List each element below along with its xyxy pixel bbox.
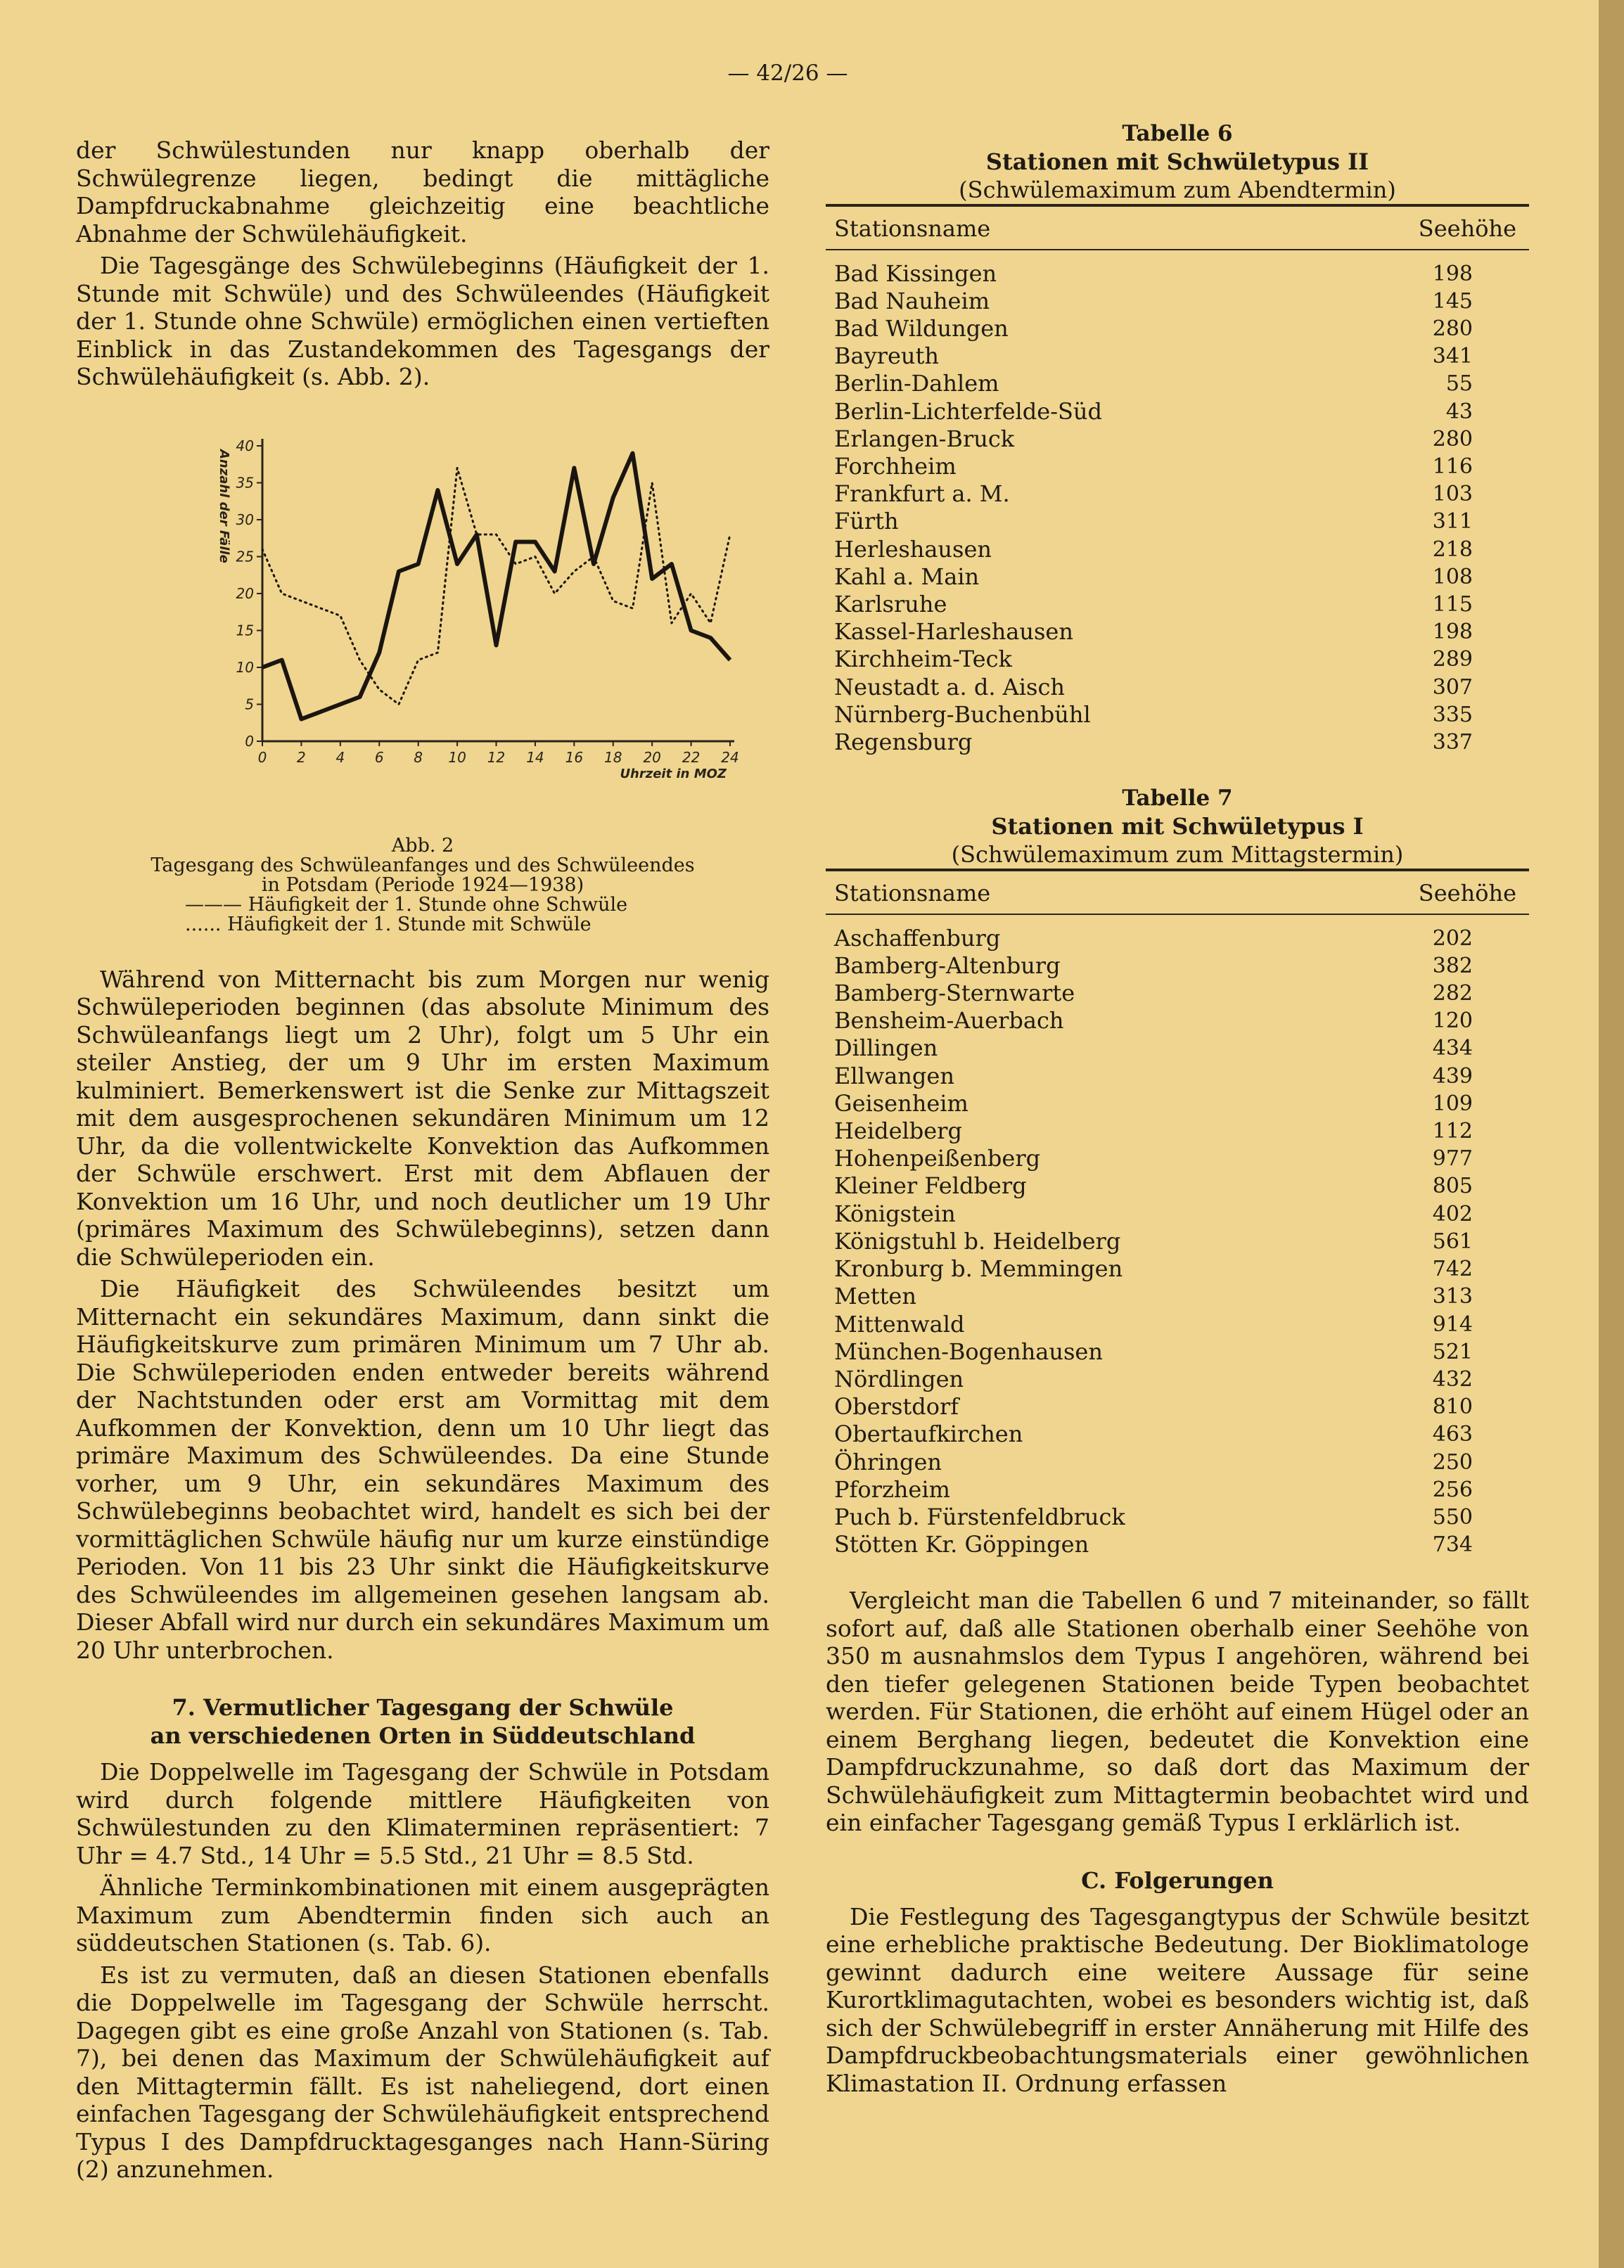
table-row xyxy=(826,250,1529,288)
y-tick-label: 30 xyxy=(236,511,254,528)
station-height: 256 xyxy=(1432,1477,1473,1502)
station-height: 198 xyxy=(1432,261,1473,286)
caption-legend: ——— Häufigkeit der 1. Stunde ohne Schwüle xyxy=(185,893,628,916)
station-height: 434 xyxy=(1432,1036,1473,1061)
station-height: 115 xyxy=(1432,591,1473,617)
station-height: 402 xyxy=(1432,1201,1473,1226)
table-row xyxy=(826,1531,1529,1558)
right-column xyxy=(826,120,1529,2097)
x-tick-label: 2 xyxy=(297,748,306,766)
x-axis-label: Uhrzeit in MOZ xyxy=(620,766,727,781)
y-tick-label: 40 xyxy=(236,437,254,454)
figure-caption xyxy=(76,836,769,935)
station-height: 335 xyxy=(1432,702,1473,727)
table-row xyxy=(826,1283,1529,1310)
station-height: 116 xyxy=(1432,454,1473,479)
table-row xyxy=(826,563,1529,591)
station-name: Kronburg b. Memmingen xyxy=(834,1255,1123,1283)
station-height: 202 xyxy=(1432,925,1473,951)
station-height: 120 xyxy=(1432,1008,1473,1034)
station-height: 337 xyxy=(1432,729,1473,755)
station-height: 250 xyxy=(1432,1449,1473,1475)
station-name: Öhringen xyxy=(834,1448,942,1475)
x-tick-label: 16 xyxy=(565,748,584,766)
station-height: 198 xyxy=(1432,620,1473,645)
left-column xyxy=(76,136,769,2184)
station-name: Bayreuth xyxy=(834,342,939,370)
station-height: 734 xyxy=(1432,1532,1473,1558)
station-height: 311 xyxy=(1432,509,1473,534)
station-name: Forchheim xyxy=(834,452,957,480)
table-row xyxy=(826,1504,1529,1531)
table-body xyxy=(826,250,1529,757)
table-row xyxy=(826,1145,1529,1172)
table-row xyxy=(826,536,1529,563)
station-name: Oberstdorf xyxy=(834,1393,959,1421)
station-name: Pforzheim xyxy=(834,1475,950,1503)
table-row xyxy=(826,701,1529,729)
station-name: Kassel-Harleshausen xyxy=(834,618,1073,646)
section-heading: C. Folgerungen xyxy=(1081,1866,1274,1894)
x-tick-label: 24 xyxy=(721,748,739,766)
station-height: 307 xyxy=(1432,674,1473,700)
station-height: 439 xyxy=(1432,1063,1473,1089)
table-row xyxy=(826,1228,1529,1255)
table-subtitle: (Schwülemaximum zum Mittagstermin) xyxy=(951,841,1404,869)
table-row xyxy=(826,952,1529,980)
table-row xyxy=(826,914,1529,952)
table-6 xyxy=(826,120,1529,756)
section-heading-line: 7. Vermutlicher Tagesgang der Schwüle xyxy=(172,1694,674,1721)
station-name: Berlin-Dahlem xyxy=(834,370,999,397)
station-name: Puch b. Fürstenfeldbruck xyxy=(834,1503,1125,1530)
table-subtitle: (Schwülemaximum zum Abendtermin) xyxy=(959,177,1396,203)
column-header-station: Stationsname xyxy=(826,205,1322,250)
table-row xyxy=(826,1117,1529,1145)
paragraph: Die Doppelwelle im Tagesgang der Schwüle in Potsdam wird durch folgende mittlere Häufigkeiten von Schwülestunden zu den Klimaterminen repräsentiert: 7 Uhr = 4.7 Std., 14 Uhr = 5.5 Std., 21 Uhr = 8.5 Std. xyxy=(76,1758,769,1869)
table-row xyxy=(826,1172,1529,1200)
x-tick-label: 6 xyxy=(374,748,384,766)
station-name: Heidelberg xyxy=(834,1117,962,1145)
station-name: Herleshausen xyxy=(834,535,992,563)
station-height: 810 xyxy=(1432,1395,1473,1420)
station-name: Stötten Kr. Göppingen xyxy=(834,1531,1089,1558)
caption-line: Tagesgang des Schwüleanfanges und des Schwüleendes xyxy=(151,854,695,876)
x-tick-label: 14 xyxy=(526,748,544,766)
table-row xyxy=(826,618,1529,646)
station-name: Hohenpeißenberg xyxy=(834,1145,1041,1172)
station-height: 914 xyxy=(1432,1312,1473,1337)
station-name: Nördlingen xyxy=(834,1365,964,1392)
station-height: 805 xyxy=(1432,1174,1473,1199)
station-height: 280 xyxy=(1432,426,1473,451)
column-header-station: Stationsname xyxy=(826,870,1333,914)
station-name: München-Bogenhausen xyxy=(834,1338,1103,1365)
station-height: 977 xyxy=(1432,1146,1473,1172)
station-name: Ellwangen xyxy=(834,1062,954,1089)
station-height: 382 xyxy=(1432,953,1473,978)
x-tick-label: 22 xyxy=(682,748,701,766)
table-row xyxy=(826,425,1529,453)
station-height: 145 xyxy=(1432,288,1473,314)
station-name: Mittenwald xyxy=(834,1310,965,1338)
table-row xyxy=(826,1476,1529,1504)
x-tick-label: 8 xyxy=(414,748,423,766)
caption-legend: ...... Häufigkeit der 1. Stunde mit Schwüle xyxy=(185,913,592,935)
table-row xyxy=(826,1034,1529,1062)
y-axis-label: Anzahl der Fälle xyxy=(217,449,231,563)
station-height: 112 xyxy=(1432,1119,1473,1144)
station-height: 289 xyxy=(1432,647,1473,672)
table-row xyxy=(826,1063,1529,1090)
x-tick-label: 4 xyxy=(335,748,345,766)
station-name: Königstuhl b. Heidelberg xyxy=(834,1227,1121,1255)
station-height: 313 xyxy=(1432,1284,1473,1309)
series-line-ohne-schwuele xyxy=(262,453,730,719)
station-name: Neustadt a. d. Aisch xyxy=(834,673,1065,700)
table-row xyxy=(826,480,1529,508)
station-height: 109 xyxy=(1432,1091,1473,1116)
caption-line: in Potsdam (Periode 1924—1938) xyxy=(261,873,584,896)
page-edge xyxy=(1599,0,1624,2268)
table-row xyxy=(826,729,1529,756)
column-header-height: Seehöhe xyxy=(1333,870,1529,914)
y-tick-label: 25 xyxy=(236,548,254,565)
paragraph: Die Festlegung des Tagesgangtypus der Schwüle besitzt eine erhebliche praktische Bedeutung. Der Bioklimatologe gewinnt dadurch eine weitere Aussage für seine Kurortklimagutachten, wobei es besonders wichtig ist, daß sich der Schwülebegriff in erster Annäherung mit Hilfe des Dampfdruckbeobachtungsmaterials einer gewöhnlichen Klimastation II. Ordnung erfassen xyxy=(826,1902,1529,2097)
paragraph: Die Tagesgänge des Schwülebeginns (Häufigkeit der 1. Stunde mit Schwüle) und des Schwüleendes (Häufigkeit der 1. Stunde ohne Schwüle) ermöglichen einen vertieften Einblick in das Zustandekommen des Tagesgangs der Schwülehäufigkeit (s. Abb. 2). xyxy=(76,252,769,390)
station-name: Bad Wildungen xyxy=(834,314,1009,342)
line-chart xyxy=(125,411,758,819)
station-name: Bad Nauheim xyxy=(834,287,990,314)
station-name: Metten xyxy=(834,1283,916,1310)
x-tick-label: 12 xyxy=(487,748,506,766)
y-tick-label: 15 xyxy=(236,622,254,639)
station-height: 550 xyxy=(1432,1504,1473,1530)
table-row xyxy=(826,1449,1529,1476)
table-row xyxy=(826,1311,1529,1338)
station-name: Berlin-Lichterfelde-Süd xyxy=(834,397,1103,425)
table-row xyxy=(826,1090,1529,1117)
station-height: 218 xyxy=(1432,537,1473,562)
station-name: Aschaffenburg xyxy=(834,924,1001,952)
table-row xyxy=(826,1366,1529,1393)
table-row xyxy=(826,1421,1529,1448)
station-name: Nürnberg-Buchenbühl xyxy=(834,700,1091,728)
table-row xyxy=(826,980,1529,1007)
table-row xyxy=(826,1255,1529,1283)
station-height: 561 xyxy=(1432,1229,1473,1254)
station-height: 280 xyxy=(1432,316,1473,341)
station-name: Regensburg xyxy=(834,728,973,755)
y-tick-label: 35 xyxy=(236,474,254,491)
x-tick-label: 10 xyxy=(448,748,466,766)
table-row xyxy=(826,453,1529,480)
station-height: 282 xyxy=(1432,981,1473,1006)
station-name: Königstein xyxy=(834,1200,956,1227)
station-name: Bensheim-Auerbach xyxy=(834,1007,1064,1034)
paragraph: Während von Mitternacht bis zum Morgen nur wenig Schwüleperioden beginnen (das absolute Minimum des Schwüleanfangs liegt um 2 Uhr), folgt um 5 Uhr ein steiler Anstieg, der um 9 Uhr im ersten Maximum kulminiert. Bemerkenswert ist die Senke zur Mittagszeit mit dem ausgesprochenen sekundären Minimum um 12 Uhr, da die vollentwickelte Konvektion das Aufkommen der Schwüle erschwert. Erst mit dem Abflauen der Konvektion um 16 Uhr, und noch deutlicher um 19 Uhr (primäres Maximum des Schwülebeginns), setzen dann die Schwüleperioden ein. xyxy=(76,965,769,1271)
station-height: 55 xyxy=(1445,371,1473,397)
station-name: Kirchheim-Teck xyxy=(834,646,1012,673)
station-name: Erlangen-Bruck xyxy=(834,425,1015,452)
station-height: 432 xyxy=(1432,1366,1473,1392)
station-name: Kleiner Feldberg xyxy=(834,1172,1027,1200)
station-height: 463 xyxy=(1432,1422,1473,1447)
station-height: 103 xyxy=(1432,482,1473,507)
table-row xyxy=(826,591,1529,618)
station-name: Kahl a. Main xyxy=(834,563,980,590)
x-tick-label: 0 xyxy=(257,748,267,766)
table-row xyxy=(826,1007,1529,1034)
station-name: Bamberg-Altenburg xyxy=(834,952,1061,979)
station-height: 43 xyxy=(1445,399,1473,424)
table-row xyxy=(826,646,1529,673)
table-row xyxy=(826,508,1529,535)
table-row xyxy=(826,674,1529,701)
station-table xyxy=(826,869,1529,1558)
station-height: 521 xyxy=(1432,1339,1473,1364)
station-table xyxy=(826,204,1529,756)
station-name: Dillingen xyxy=(834,1034,938,1062)
y-tick-label: 5 xyxy=(245,696,254,712)
station-name: Frankfurt a. M. xyxy=(834,480,1010,508)
paragraph: Es ist zu vermuten, daß an diesen Stationen ebenfalls die Doppelwelle im Tagesgang der Schwüle herrscht. Dagegen gibt es eine große Anzahl von Stationen (s. Tab. 7), bei denen das Maximum der Schwülehäufigkeit auf den Mittagtermin fällt. Es ist naheliegend, dort einen einfachen Tagesgang der Schwülehäufigkeit entsprechend Typus I des Dampfdrucktagesganges nach Hann-Süring (2) anzunehmen. xyxy=(76,1961,769,2183)
page-number: — 42/26 — xyxy=(727,60,848,86)
caption-label: Abb. 2 xyxy=(391,834,454,857)
table-row xyxy=(826,1200,1529,1228)
table-row xyxy=(826,398,1529,425)
paragraph: der Schwülestunden nur knapp oberhalb der Schwülegrenze liegen, bedingt die mittägliche Dampfdruckabnahme gleichzeitig eine beachtliche Abnahme der Schwülehäufigkeit. xyxy=(76,136,769,248)
paragraph: Die Häufigkeit des Schwüleendes besitzt um Mitternacht ein sekundäres Maximum, dann sinkt die Häufigkeitskurve zum primären Minimum um 7 Uhr ab. Die Schwüleperioden enden entweder bereits während der Nachtstunden oder erst am Vormittag mit dem Aufkommen der Konvektion, denn um 10 Uhr liegt das primäre Maximum des Schwüleendes. Da eine Stunde vorher, um 9 Uhr, ein sekundäres Maximum des Schwülebeginns beobachtet wird, handelt es sich bei der vormittäglichen Schwüle häufig nur um kurze einstündige Perioden. Von 11 bis 23 Uhr sinkt die Häufigkeitskurve des Schwüleendes im allgemeinen gesehen langsam ab. Dieser Abfall wird nur durch ein sekundäres Maximum um 20 Uhr unterbrochen. xyxy=(76,1275,769,1664)
figure-abb-2 xyxy=(76,411,769,836)
station-height: 341 xyxy=(1432,344,1473,369)
station-height: 742 xyxy=(1432,1257,1473,1282)
station-height: 108 xyxy=(1432,564,1473,589)
section-heading-line: an verschiedenen Orten in Süddeutschland xyxy=(150,1722,696,1749)
table-row xyxy=(826,288,1529,315)
station-name: Fürth xyxy=(834,508,899,535)
table-row xyxy=(826,1393,1529,1421)
table-title: Stationen mit Schwületypus II xyxy=(985,148,1369,175)
station-name: Geisenheim xyxy=(834,1089,968,1117)
table-row xyxy=(826,342,1529,370)
table-body xyxy=(826,914,1529,1559)
x-tick-label: 20 xyxy=(643,748,661,766)
station-name: Bad Kissingen xyxy=(834,260,997,287)
x-tick-label: 18 xyxy=(604,748,622,766)
y-tick-label: 20 xyxy=(236,584,254,602)
station-name: Obertaufkirchen xyxy=(834,1421,1023,1448)
section-heading xyxy=(76,1693,769,1750)
table-row xyxy=(826,315,1529,342)
column-header-height: Seehöhe xyxy=(1322,205,1529,250)
station-name: Karlsruhe xyxy=(834,590,947,617)
paragraph: Ähnliche Terminkombinationen mit einem ausgeprägten Maximum zum Abendtermin finden sich auch an süddeutschen Stationen (s. Tab. 6). xyxy=(76,1873,769,1956)
y-tick-label: 10 xyxy=(236,658,254,676)
table-row xyxy=(826,370,1529,397)
series-line-mit-schwuele xyxy=(262,468,730,704)
table-row xyxy=(826,1338,1529,1366)
y-tick-label: 0 xyxy=(245,732,254,750)
table-title: Stationen mit Schwületypus I xyxy=(991,813,1364,840)
table-7 xyxy=(826,784,1529,1558)
table-label: Tabelle 6 xyxy=(1122,121,1233,146)
table-label: Tabelle 7 xyxy=(1122,786,1233,812)
station-name: Bamberg-Sternwarte xyxy=(834,980,1075,1007)
paragraph: Vergleicht man die Tabellen 6 und 7 miteinander, so fällt sofort auf, daß alle Stationen oberhalb einer Seehöhe von 350 m ausnahmslos dem Typus I angehören, während bei den tiefer gelegenen Stationen beide Typen beobachtet werden. Für Stationen, die erhöht auf einem Hügel oder an einem Berghang liegen, bedeutet die Konvektion eine Dampfdruckzunahme, so daß dort das Maximum der Schwülehäufigkeit zum Mittagtermin beobachtet wird und ein einfacher Tagesgang gemäß Typus I erklärlich ist. xyxy=(826,1587,1529,1837)
